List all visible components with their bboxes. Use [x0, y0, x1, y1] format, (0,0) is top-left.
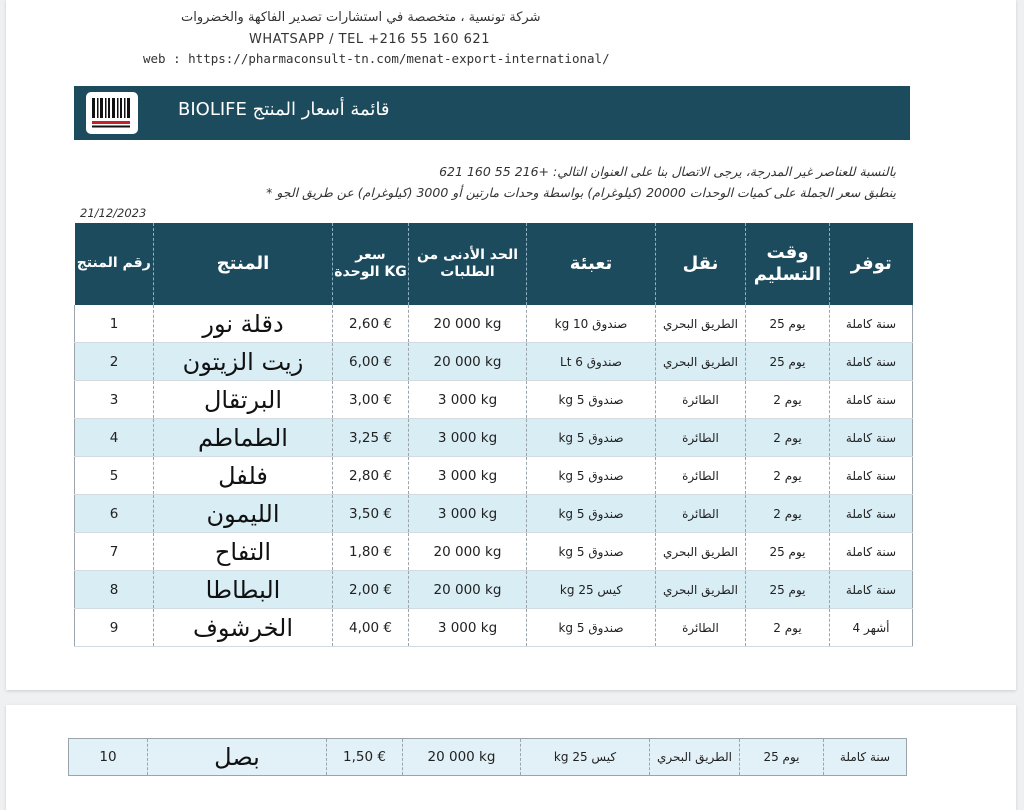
unit-price-cell: 1,50 € [327, 739, 403, 776]
col-header-availability: توفر [830, 223, 913, 305]
product-name-cell: الليمون [154, 495, 333, 533]
col-header-min-order: الحد الأدنى من الطلبات [409, 223, 527, 305]
availability-cell: سنة كاملة [830, 457, 913, 495]
packaging-cell: صندوق 10 kg [527, 305, 656, 343]
delivery-cell: يوم 25 [746, 343, 830, 381]
availability-cell: سنة كاملة [830, 533, 913, 571]
delivery-cell: يوم 25 [740, 739, 824, 776]
transport-cell: الطائرة [656, 495, 746, 533]
unit-price-cell: 2,00 € [333, 571, 409, 609]
product-no-cell: 3 [75, 381, 154, 419]
transport-cell: الطريق البحري [650, 739, 740, 776]
product-name-cell: زيت الزيتون [154, 343, 333, 381]
table-header-row [75, 223, 913, 305]
product-no-cell: 1 [75, 305, 154, 343]
col-header-product-no: رقم المنتج [75, 223, 154, 305]
product-name-cell: فلفل [154, 457, 333, 495]
transport-cell: الطائرة [656, 419, 746, 457]
packaging-cell: صندوق 5 kg [527, 609, 656, 647]
min-order-cell: 20 000 kg [409, 533, 527, 571]
col-header-delivery: وقت التسليم [746, 223, 830, 305]
page-title: قائمة أسعار المنتج BIOLIFE [178, 99, 390, 120]
delivery-cell: يوم 2 [746, 495, 830, 533]
min-order-cell: 3 000 kg [409, 457, 527, 495]
product-no-cell: 4 [75, 419, 154, 457]
min-order-cell: 20 000 kg [409, 305, 527, 343]
product-no-cell: 9 [75, 609, 154, 647]
availability-cell: أشهر 4 [830, 609, 913, 647]
table-row [75, 609, 913, 647]
transport-cell: الطريق البحري [656, 533, 746, 571]
product-no-cell: 2 [75, 343, 154, 381]
transport-cell: الطائرة [656, 609, 746, 647]
availability-cell: سنة كاملة [830, 381, 913, 419]
transport-cell: الطريق البحري [656, 305, 746, 343]
table-row [75, 419, 913, 457]
unit-price-cell: 2,60 € [333, 305, 409, 343]
packaging-cell: صندوق 5 kg [527, 381, 656, 419]
min-order-cell: 3 000 kg [409, 495, 527, 533]
unit-price-cell: 6,00 € [333, 343, 409, 381]
website-link[interactable]: web : https://pharmaconsult-tn.com/menat-export-international/ [143, 51, 610, 66]
unit-price-cell: 3,25 € [333, 419, 409, 457]
packaging-cell: صندوق 5 kg [527, 533, 656, 571]
wholesale-note: ينطبق سعر الجملة على كميات الوحدات 20000 (كيلوغرام) بواسطة وحدات مارتين أو 3000 (كيلوغرام) عن طريق الجو * [266, 185, 896, 200]
delivery-cell: يوم 25 [746, 571, 830, 609]
transport-cell: الطريق البحري [656, 571, 746, 609]
table-row [75, 381, 913, 419]
delivery-cell: يوم 2 [746, 381, 830, 419]
unit-price-cell: 3,50 € [333, 495, 409, 533]
min-order-cell: 3 000 kg [409, 609, 527, 647]
price-table-continued [68, 738, 907, 776]
col-header-unit-price: سعر الوحدة KG [333, 223, 409, 305]
product-name-cell: بصل [148, 739, 327, 776]
delivery-cell: يوم 2 [746, 419, 830, 457]
product-name-cell: البطاطا [154, 571, 333, 609]
packaging-cell: صندوق 5 kg [527, 419, 656, 457]
contact-phone: WHATSAPP / TEL +216 55 160 621 [249, 32, 490, 47]
col-header-product: المنتج [154, 223, 333, 305]
table-row [75, 305, 913, 343]
document-date: 21/12/2023 [80, 206, 147, 220]
transport-cell: الطائرة [656, 381, 746, 419]
price-table [74, 223, 913, 647]
table-row [75, 533, 913, 571]
min-order-cell: 3 000 kg [409, 381, 527, 419]
product-name-cell: التفاح [154, 533, 333, 571]
title-banner [74, 86, 910, 140]
transport-cell: الطريق البحري [656, 343, 746, 381]
product-no-cell: 7 [75, 533, 154, 571]
availability-cell: سنة كاملة [830, 343, 913, 381]
min-order-cell: 3 000 kg [409, 419, 527, 457]
min-order-cell: 20 000 kg [403, 739, 521, 776]
contact-note: بالنسبة للعناصر غير المدرجة، يرجى الاتصال بنا على العنوان التالي: +216 55 160 621 [439, 164, 896, 179]
transport-cell: الطائرة [656, 457, 746, 495]
product-no-cell: 6 [75, 495, 154, 533]
product-name-cell: الطماطم [154, 419, 333, 457]
product-no-cell: 8 [75, 571, 154, 609]
min-order-cell: 20 000 kg [409, 571, 527, 609]
unit-price-cell: 3,00 € [333, 381, 409, 419]
product-name-cell: دقلة نور [154, 305, 333, 343]
product-no-cell: 10 [69, 739, 148, 776]
availability-cell: سنة كاملة [830, 419, 913, 457]
unit-price-cell: 1,80 € [333, 533, 409, 571]
col-header-packaging: تعبئة [527, 223, 656, 305]
barcode-icon [86, 92, 138, 134]
document-page-1 [6, 0, 1016, 690]
table-row [75, 571, 913, 609]
company-description: شركة تونسية ، متخصصة في استشارات تصدير الفاكهة والخضروات [181, 10, 541, 25]
availability-cell: سنة كاملة [830, 305, 913, 343]
product-name-cell: البرتقال [154, 381, 333, 419]
table-row [75, 343, 913, 381]
packaging-cell: صندوق 5 kg [527, 495, 656, 533]
availability-cell: سنة كاملة [830, 571, 913, 609]
table-row [75, 457, 913, 495]
table-row [69, 739, 907, 776]
unit-price-cell: 4,00 € [333, 609, 409, 647]
min-order-cell: 20 000 kg [409, 343, 527, 381]
product-no-cell: 5 [75, 457, 154, 495]
delivery-cell: يوم 25 [746, 305, 830, 343]
table-row [75, 495, 913, 533]
packaging-cell: كيس 25 kg [521, 739, 650, 776]
delivery-cell: يوم 2 [746, 609, 830, 647]
product-name-cell: الخرشوف [154, 609, 333, 647]
unit-price-cell: 2,80 € [333, 457, 409, 495]
delivery-cell: يوم 25 [746, 533, 830, 571]
delivery-cell: يوم 2 [746, 457, 830, 495]
availability-cell: سنة كاملة [824, 739, 907, 776]
packaging-cell: صندوق 5 kg [527, 457, 656, 495]
packaging-cell: كيس 25 kg [527, 571, 656, 609]
col-header-transport: نقل [656, 223, 746, 305]
packaging-cell: صندوق 6 Lt [527, 343, 656, 381]
availability-cell: سنة كاملة [830, 495, 913, 533]
